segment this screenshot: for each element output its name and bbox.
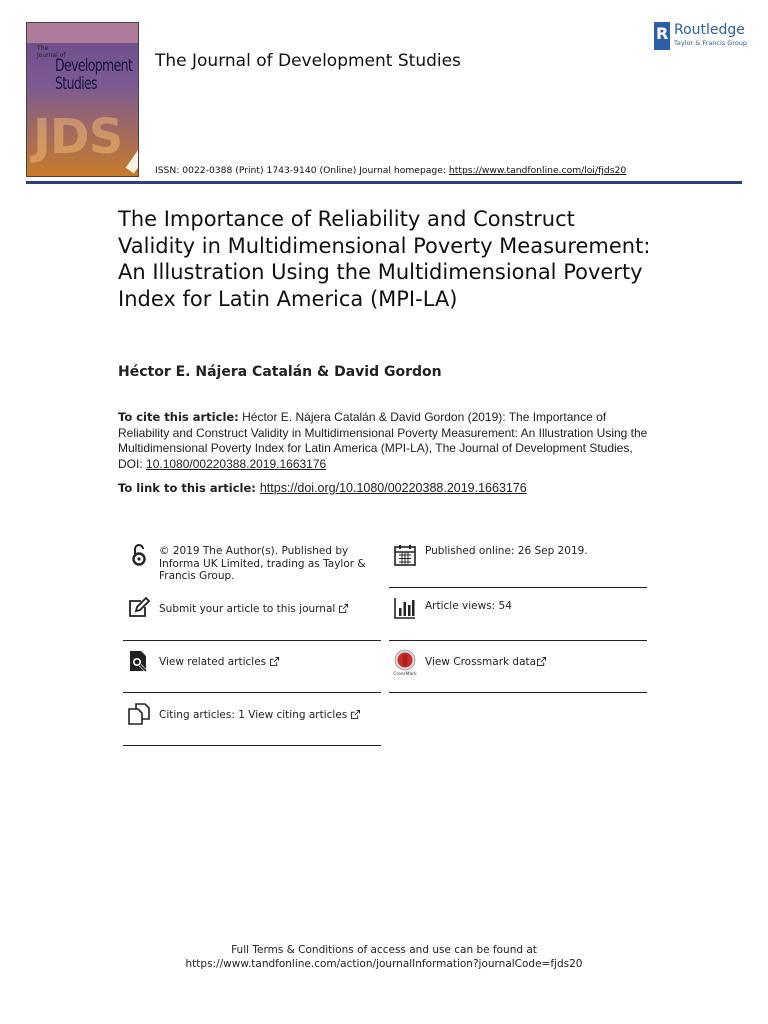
grid-divider (389, 692, 647, 693)
cover-title (55, 57, 132, 93)
link-line (118, 481, 527, 495)
link-label: To link to this article: (118, 481, 256, 495)
crossmark-label: View Crossmark data (425, 656, 537, 668)
crossmark-link[interactable] (425, 656, 645, 669)
published-date: Published online: 26 Sep 2019. (425, 545, 588, 557)
cite-label: To cite this article: (118, 410, 239, 424)
grid-divider (123, 692, 381, 693)
cover-watermark: JDS (33, 109, 123, 165)
external-link-icon (537, 657, 546, 666)
external-link-icon (270, 657, 279, 666)
journal-cover-image (26, 22, 139, 177)
related-label: View related articles (159, 656, 267, 668)
citation-block (118, 410, 658, 472)
cover-title-line1: Development (55, 56, 133, 76)
cover-corner-strip (126, 119, 139, 174)
grid-divider (389, 587, 647, 588)
crossmark-badge-label: CrossMark (393, 672, 417, 677)
submit-link[interactable] (159, 603, 379, 616)
footer-terms-url[interactable]: https://www.tandfonline.com/action/journalInformation?journalCode=fjds20 (185, 958, 583, 970)
publisher-logo (654, 22, 746, 52)
grid-divider (123, 745, 381, 746)
cover-small-text: The Journal of (37, 45, 66, 59)
cite-text: Héctor E. Nájera Catalán & David Gordon (2019): The Importance of Reliability and Construct Validity in Multidimensional Poverty Measurement: An Illustration Using the Multidimensional Poverty Index for Latin America (MPI-LA), The Journal of Development Studies, DOI: (118, 410, 648, 471)
article-link[interactable]: https://doi.org/10.1080/00220388.2019.1663176 (259, 481, 527, 495)
header-divider (26, 181, 742, 184)
bar-chart-icon (393, 596, 417, 620)
publisher-name: Routledge (674, 22, 745, 38)
external-link-icon (339, 604, 348, 613)
grid-divider (389, 640, 647, 641)
publisher-subtitle: Taylor & Francis Group (674, 39, 748, 47)
issn-text: ISSN: 0022-0388 (Print) 1743-9140 (Online) Journal homepage: (155, 165, 449, 176)
article-authors: Héctor E. Nájera Catalán & David Gordon (118, 364, 442, 380)
crossmark-icon (393, 649, 417, 677)
article-views: Article views: 54 (425, 600, 512, 612)
issn-line (155, 165, 626, 176)
cover-top-band (27, 23, 139, 43)
doi-link[interactable]: 10.1080/00220388.2019.1663176 (146, 456, 327, 471)
open-access-icon (127, 543, 151, 567)
routledge-mark-icon (654, 22, 670, 50)
citing-articles-link[interactable] (159, 709, 379, 722)
footer-terms-text: Full Terms & Conditions of access and use can be found at (231, 944, 537, 956)
edit-icon (127, 596, 151, 620)
related-articles-link[interactable] (159, 656, 379, 669)
search-document-icon (127, 649, 151, 673)
citing-label: Citing articles: 1 View citing articles (159, 709, 348, 721)
external-link-icon (351, 710, 360, 719)
license-text: © 2019 The Author(s). Published by Informa UK Limited, trading as Taylor & Francis Group. (159, 545, 366, 582)
calendar-icon (393, 543, 417, 567)
journal-homepage-link[interactable]: https://www.tandfonline.com/loi/fjds20 (448, 165, 627, 176)
journal-title: The Journal of Development Studies (155, 51, 461, 71)
article-title: The Importance of Reliability and Construct Validity in Multidimensional Poverty Measurement: An Illustration Using the Multidimensional Poverty Index for Latin America (MPI-LA) (118, 207, 651, 311)
submit-label: Submit your article to this journal (159, 603, 336, 615)
grid-divider (123, 640, 381, 641)
cover-title-line2: Studies (55, 74, 97, 94)
citing-articles-icon (127, 702, 151, 726)
footer (0, 943, 768, 971)
